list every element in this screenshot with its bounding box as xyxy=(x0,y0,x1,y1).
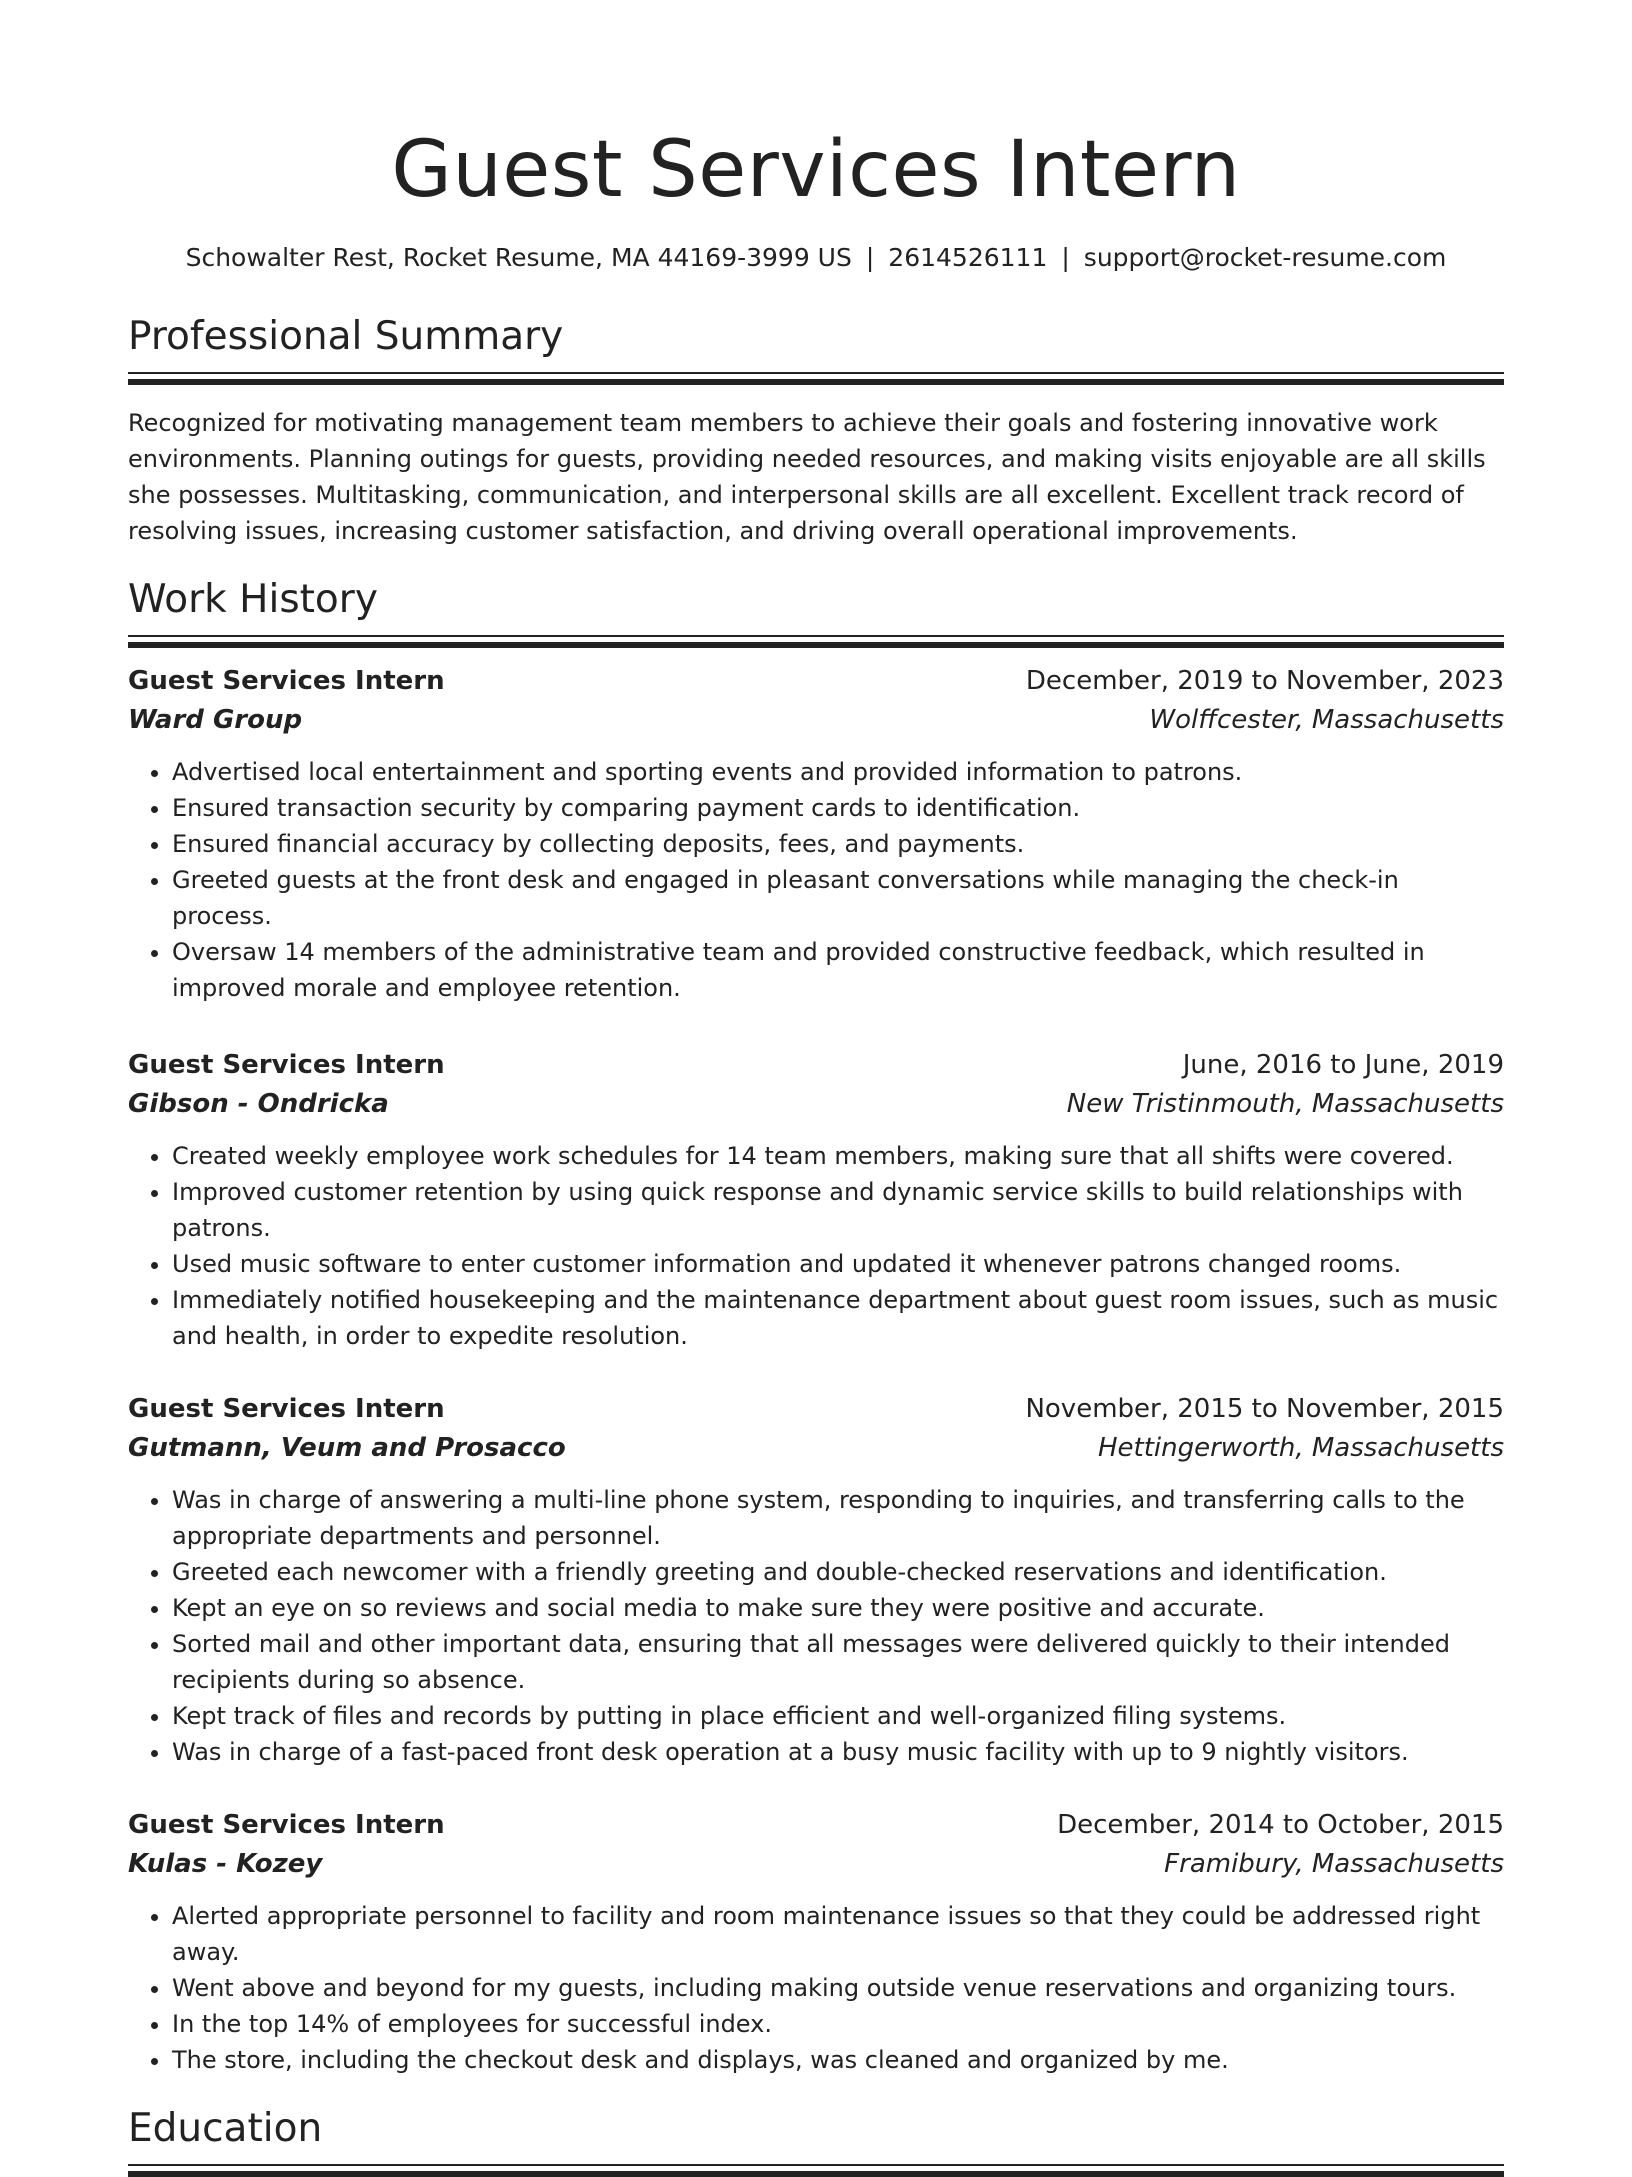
bullet-item: • Kept track of files and records by putting in place efficient and well-organized filing systems. xyxy=(172,1698,1504,1734)
summary-text: Recognized for motivating management team members to achieve their goals and fostering innovative work environments. Planning outings for guests, providing needed resources, and making visits enjoyable are all skills she possesses. Multitasking, communication, and interpersonal skills are all excellent. Excellent track record of resolving issues, increasing customer satisfaction, and driving overall operational improvements. xyxy=(128,409,1486,545)
job-entry xyxy=(128,1390,1504,1770)
job-title: Guest Services Intern xyxy=(128,1810,445,1840)
job-bullets xyxy=(128,1138,1504,1354)
bullet-item: • Went above and beyond for my guests, including making outside venue reservations and organizing tours. xyxy=(172,1970,1504,2006)
job-subheader xyxy=(128,700,1504,740)
job-dates: December, 2014 to October, 2015 xyxy=(1057,1810,1504,1840)
job-location: Framibury, Massachusetts xyxy=(1164,1849,1504,1879)
bullet-item: • Oversaw 14 members of the administrative team and provided constructive feedback, which resulted in improved morale and employee retention. xyxy=(172,934,1504,1006)
job-header xyxy=(128,1046,1504,1084)
bullet-item: • Was in charge of a fast-paced front desk operation at a busy music facility with up to 9 nightly visitors. xyxy=(172,1734,1504,1770)
section-divider xyxy=(128,635,1504,640)
job-dates: December, 2019 to November, 2023 xyxy=(1025,666,1504,696)
job-header xyxy=(128,662,1504,700)
job-location: Hettingerworth, Massachusetts xyxy=(1097,1433,1504,1463)
bullet-item: • Alerted appropriate personnel to facility and room maintenance issues so that they could be addressed right away. xyxy=(172,1898,1504,1970)
bullet-item: • Sorted mail and other important data, ensuring that all messages were delivered quickly to their intended recipients during so absence. xyxy=(172,1626,1504,1698)
address: Schowalter Rest, Rocket Resume, MA 44169-3999 US xyxy=(185,243,852,272)
resume-page xyxy=(128,118,1504,2169)
company-name: Gibson - Ondricka xyxy=(128,1089,389,1119)
job-bullets xyxy=(128,754,1504,1006)
section-divider xyxy=(128,372,1504,377)
job-dates: November, 2015 to November, 2015 xyxy=(1025,1394,1504,1424)
job-entry xyxy=(128,662,1504,1006)
company-name: Ward Group xyxy=(128,705,303,735)
job-entry xyxy=(128,1806,1504,2078)
job-title: Guest Services Intern xyxy=(128,1394,445,1424)
company-name: Gutmann, Veum and Prosacco xyxy=(128,1433,566,1463)
phone: 2614526111 xyxy=(888,243,1048,272)
bullet-item: • The store, including the checkout desk and displays, was cleaned and organized by me. xyxy=(172,2042,1504,2078)
job-subheader xyxy=(128,1844,1504,1884)
job-list xyxy=(128,662,1504,2078)
company-name: Kulas - Kozey xyxy=(128,1849,323,1879)
email: support@rocket-resume.com xyxy=(1083,243,1447,272)
bullet-item: • Advertised local entertainment and sporting events and provided information to patrons. xyxy=(172,754,1504,790)
bullet-item: • Was in charge of answering a multi-line phone system, responding to inquiries, and transferring calls to the appropriate departments and personnel. xyxy=(172,1482,1504,1554)
job-location: New Tristinmouth, Massachusetts xyxy=(1066,1089,1504,1119)
candidate-name: Guest Services Intern xyxy=(391,125,1241,215)
bullet-item: • Greeted each newcomer with a friendly greeting and double-checked reservations and identification. xyxy=(172,1554,1504,1590)
bullet-item: • Kept an eye on so reviews and social media to make sure they were positive and accurate. xyxy=(172,1590,1504,1626)
job-subheader xyxy=(128,1084,1504,1124)
job-entry xyxy=(128,1046,1504,1354)
bullet-item: • Created weekly employee work schedules for 14 team members, making sure that all shifts were covered. xyxy=(172,1138,1504,1174)
contact-line xyxy=(128,240,1504,276)
job-title: Guest Services Intern xyxy=(128,1050,445,1080)
job-dates: June, 2016 to June, 2019 xyxy=(1182,1050,1504,1080)
section-title-summary: Professional Summary xyxy=(128,314,564,359)
bullet-item: • Ensured transaction security by comparing payment cards to identification. xyxy=(172,790,1504,826)
bullet-item: • Greeted guests at the front desk and engaged in pleasant conversations while managing the check-in process. xyxy=(172,862,1504,934)
job-subheader xyxy=(128,1428,1504,1468)
bullet-item: • In the top 14% of employees for successful index. xyxy=(172,2006,1504,2042)
bullet-item: • Improved customer retention by using quick response and dynamic service skills to build relationships with patrons. xyxy=(172,1174,1504,1246)
job-title: Guest Services Intern xyxy=(128,666,445,696)
bullet-item: • Ensured financial accuracy by collecting deposits, fees, and payments. xyxy=(172,826,1504,862)
separator: | xyxy=(865,243,875,272)
job-bullets xyxy=(128,1898,1504,2078)
separator: | xyxy=(1061,243,1070,272)
job-location: Wolffcester, Massachusetts xyxy=(1149,705,1504,735)
section-title-education: Education xyxy=(128,2106,323,2151)
job-header xyxy=(128,1806,1504,1844)
job-header xyxy=(128,1390,1504,1428)
section-title-work-history: Work History xyxy=(128,577,378,622)
section-divider xyxy=(128,2164,1504,2169)
job-bullets xyxy=(128,1482,1504,1770)
bullet-item: • Immediately notified housekeeping and the maintenance department about guest room issues, such as music and health, in order to expedite resolution. xyxy=(172,1282,1504,1354)
bullet-item: • Used music software to enter customer information and updated it whenever patrons changed rooms. xyxy=(172,1246,1504,1282)
